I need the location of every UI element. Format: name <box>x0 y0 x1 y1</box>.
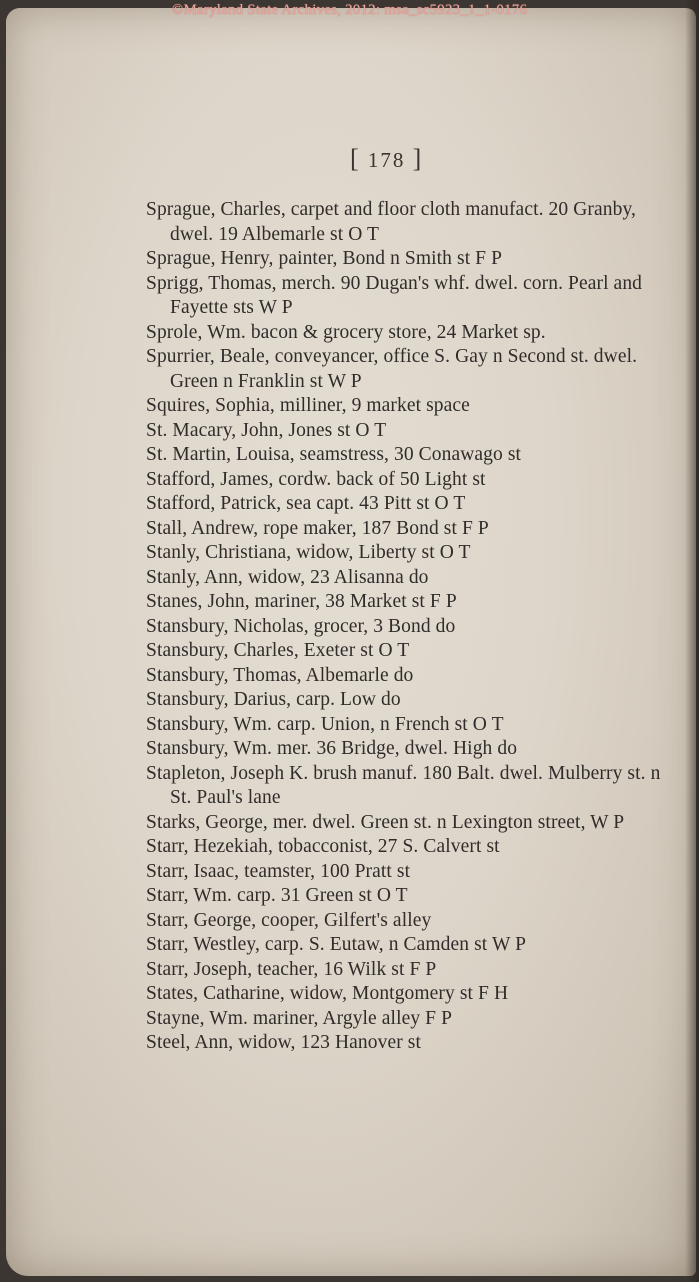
directory-entry: Stafford, James, cordw. back of 50 Light st <box>146 468 486 490</box>
directory-entry: St. Macary, John, Jones st O T <box>146 419 387 441</box>
directory-entry: Stansbury, Thomas, Albemarle do <box>146 664 414 686</box>
page-edge-shadow <box>685 0 699 1282</box>
directory-entry: Stafford, Patrick, sea capt. 43 Pitt st O T <box>146 493 466 514</box>
directory-entry: Sprague, Charles, carpet and floor cloth manufact. 20 Granby, dwel. 19 Albemarle st O T <box>146 199 641 245</box>
left-bracket: [ <box>350 144 361 173</box>
directory-entry: Stayne, Wm. mariner, Argyle alley F P <box>146 1007 453 1029</box>
directory-entry: Spurrier, Beale, conveyancer, office S. Gay n Second st. dwel. Green n Franklin st W P <box>146 346 643 392</box>
directory-entry: Stansbury, Darius, carp. Low do <box>146 689 401 710</box>
directory-entry: Stapleton, Joseph K. brush manuf. 180 Balt. dwel. Mulberry st. n St. Paul's lane <box>146 762 666 808</box>
directory-entry: Stansbury, Nicholas, grocer, 3 Bond do <box>146 615 456 637</box>
directory-entry: Stanes, John, mariner, 38 Market st F P <box>146 591 457 612</box>
directory-entry: Starr, Westley, carp. S. Eutaw, n Camden st W P <box>146 934 527 955</box>
directory-entry: Stansbury, Wm. mer. 36 Bridge, dwel. High do <box>146 738 518 759</box>
page-number-value: 178 <box>367 148 406 172</box>
directory-entry: Starr, Isaac, teamster, 100 Pratt st <box>146 860 411 882</box>
directory-entry: Stanly, Christiana, widow, Liberty st O T <box>146 542 471 563</box>
directory-entry: Sprole, Wm. bacon & grocery store, 24 Market sp. <box>146 321 546 343</box>
directory-entry: Sprague, Henry, painter, Bond n Smith st F P <box>146 248 503 269</box>
archive-watermark: ©Maryland State Archives, 2012: msa_sc5923_1_1-0176 <box>171 2 528 18</box>
page-number <box>350 144 423 174</box>
directory-entry: Starks, George, mer. dwel. Green st. n Lexington street, W P <box>146 811 625 833</box>
directory-entry: Steel, Ann, widow, 123 Hanover st <box>146 1032 422 1053</box>
directory-entry: Starr, Joseph, teacher, 16 Wilk st F P <box>146 958 437 980</box>
directory-entry: Squires, Sophia, milliner, 9 market space <box>146 395 470 416</box>
directory-entry: Starr, Hezekiah, tobacconist, 27 S. Calvert st <box>146 836 500 857</box>
directory-entry: Stall, Andrew, rope maker, 187 Bond st F P <box>146 517 489 539</box>
directory-entries <box>146 198 680 1056</box>
directory-entry: Sprigg, Thomas, merch. 90 Dugan's whf. dwel. corn. Pearl and Fayette sts W P <box>146 272 647 318</box>
directory-entry: Starr, Wm. carp. 31 Green st O T <box>146 885 408 906</box>
directory-entry: Starr, George, cooper, Gilfert's alley <box>146 909 432 931</box>
directory-entry: States, Catharine, widow, Montgomery st F H <box>146 983 509 1004</box>
directory-entry: Stansbury, Wm. carp. Union, n French st O T <box>146 713 504 735</box>
right-bracket: ] <box>412 144 424 173</box>
directory-entry: Stanly, Ann, widow, 23 Alisanna do <box>146 566 429 588</box>
directory-entry: Stansbury, Charles, Exeter st O T <box>146 640 410 661</box>
directory-entry: St. Martin, Louisa, seamstress, 30 Conawago st <box>146 444 522 465</box>
